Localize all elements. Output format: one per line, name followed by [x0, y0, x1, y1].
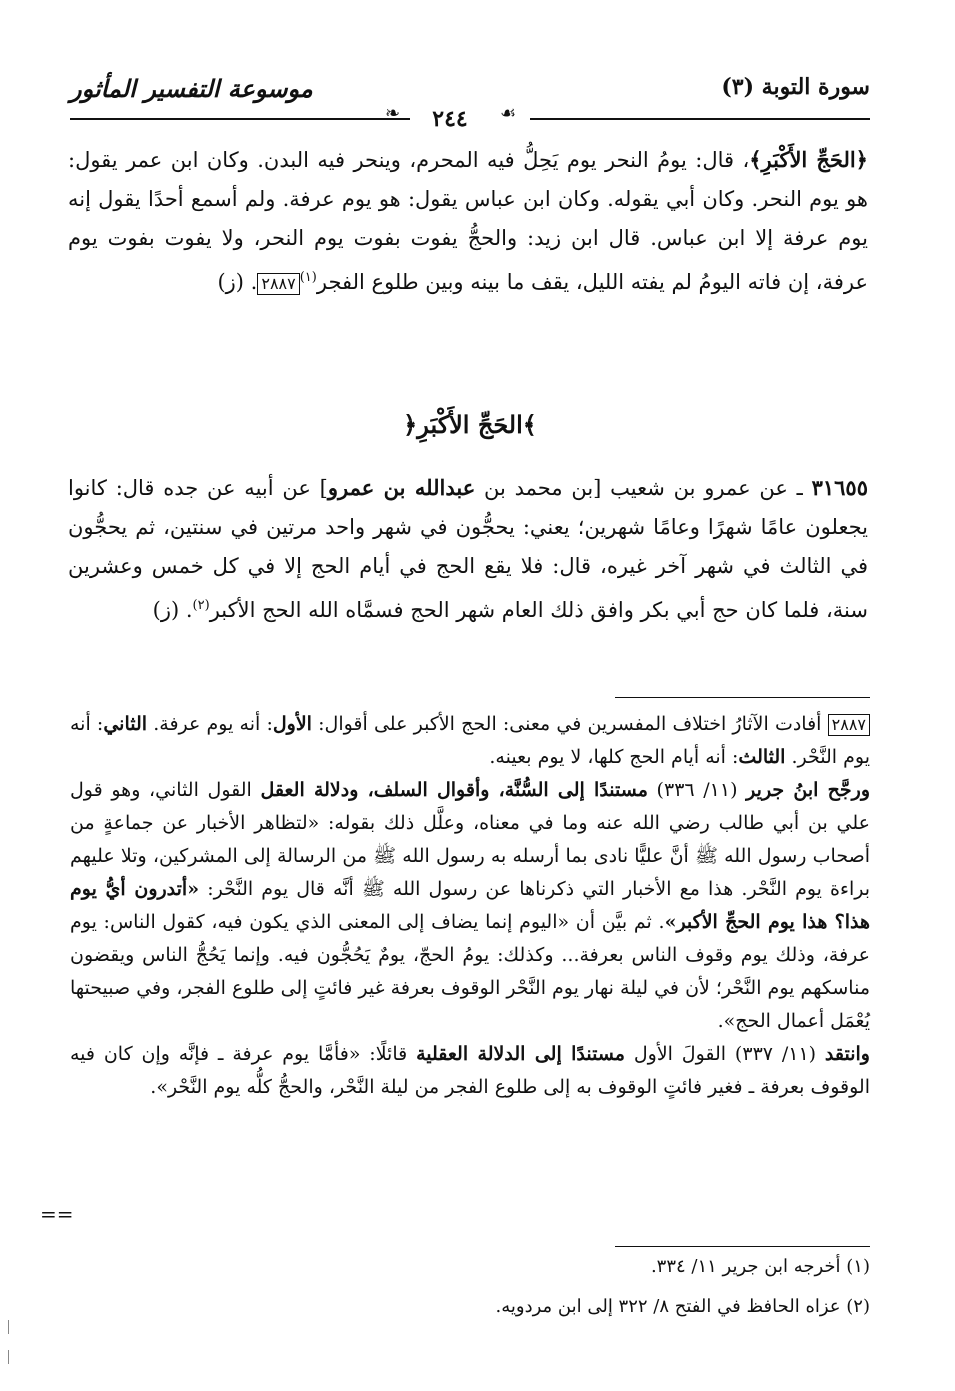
footnote-1: (١) أخرجه ابن جرير ١١/ ٣٣٤.	[650, 1256, 870, 1277]
book-title: موسوعة التفسير المأثور	[70, 74, 313, 103]
note-label: مستندًا إلى الدلالة العقلية	[416, 1043, 625, 1065]
note-text: : أنه يوم النَّحْر.	[70, 713, 870, 768]
note-text: (١١/ ٣٣٧) القولَ الأول	[625, 1043, 825, 1065]
hadith-number: ٣١٦٥٥	[811, 475, 868, 500]
hadith-end: . (ز)	[152, 598, 193, 622]
note-para-1	[70, 708, 870, 774]
note-ref-box: ٢٨٨٧	[257, 273, 299, 295]
ornament-icon: ❧	[385, 103, 401, 124]
note-box: ٢٨٨٧	[828, 714, 870, 736]
quran-quote: ﴿الحَجِّ الأَكْبَرِ﴾	[749, 147, 868, 172]
note-text: القول الثاني، وهو قول علي بن أبي طالب رضي الله عنه وما في معناه، وعلَّل ذلك بقوله: «لتظاهر الأخبار عن جماعةٍ من أصحاب رسول الله ﷺ أنَّ عليًّا نادى بما أرسله به رسول الله ﷺ من الرسالة إلى المشركين، وتلا عليهم براءة يوم النَّحْر. هذا مع الأخبار التي ذكرناها عن رسول الله ﷺ أنَّه قال يوم النَّحْر:	[70, 779, 870, 900]
surah-title: سورة التوبة (٣)	[721, 74, 870, 100]
note-text: : أنه أيام الحج كلها، لا يوم بعينه.	[489, 746, 739, 768]
note-label: مستندًا إلى السُّنَّة، وأقوال السلف، ودلالة العقل	[260, 779, 648, 801]
footnote-2: (٢) عزاه الحافظ في الفتح ٨/ ٣٢٢ إلى ابن مردويه.	[495, 1296, 870, 1317]
note-label: الثالث	[738, 746, 786, 768]
note-label: وانتقد	[824, 1043, 870, 1065]
note-label: الأول	[272, 713, 312, 735]
section-title: ﴿الحَجِّ الأَكْبَرِ﴾	[403, 410, 537, 439]
passage-text: ، قال: يومُ النحر يوم يَحِلُّ فيه المحرم، وينحر فيه البدن. وكان ابن عمر يقول: هو يوم النحر. وكان أبي يقوله. وكان ابن عباس يقول: هو يوم عرفة. ولم أسمع أحدًا يقول إنه يوم عرفة إلا ابن عباس. قال ابن زيد: والحجُّ يفوت بفوت يوم النحر، ولا يفوت بفوت يوم عرفة، إن فاته اليومُ لم يفته الليل، يقف ما بينه وبين طلوع الفجر	[68, 148, 868, 294]
hadith-entry	[68, 468, 868, 630]
commentary-note	[70, 708, 870, 1104]
running-header	[70, 70, 870, 106]
note-text: (١١/ ٣٣٦)	[647, 779, 747, 801]
footnote-ref: (١)	[299, 270, 317, 285]
note-text: قائلًا: «فأمَّا يوم عرفة ـ فإنَّه وإن كان فيه الوقوف بعرفة ـ فغير فائتٍ الوقوف به إلى طلوع الفجر من ليلة النَّحْر، والحجُّ كلُّه يوم النَّحْر».	[70, 1043, 870, 1098]
footnote-ref: (٢)	[192, 598, 210, 613]
note-label: الثاني	[103, 713, 148, 735]
hadith-name: عبدالله بن عمرو	[327, 475, 476, 500]
note-label: ورجَّح ابنُ جرير	[746, 779, 871, 801]
page-number: ٢٤٤	[410, 106, 490, 132]
hadith-text: ـ عن عمرو بن شعيب [بن محمد بن	[475, 476, 812, 500]
note-para-2	[70, 774, 870, 1038]
note-text: أفادت الآثارُ اختلاف المفسرين في معنى: الحج الأكبر على أقوال:	[311, 713, 828, 735]
scan-margin-mark	[8, 1320, 9, 1334]
header-rule-left	[70, 118, 410, 120]
header-rule-right	[530, 118, 870, 120]
note-divider	[615, 697, 870, 698]
continuation-mark: ==	[40, 1202, 74, 1226]
footnote-divider	[615, 1246, 870, 1247]
hadith-text: ] عن أبيه عن جده قال: كانوا يجعلون عامًا شهرًا وعامًا شهرين؛ يعني: يحجُّون في شهر واحد مرتين في سنتين، ثم يحجُّون في الثالث في شهر آخر غيره، قال: فلا يقع الحج في أيام الحج إلا في كل خمس وعشرين سنة، فلما كان حج أبي بكر وافق ذلك العام شهر الحج فسمَّاه الله الحج الأكبر	[68, 476, 868, 622]
note-para-3	[70, 1038, 870, 1104]
note-text: . ثم بيَّن أن «اليوم إنما يضاف إلى المعنى الذي يكون فيه، كقول الناس: يوم عرفة، وذلك يوم وقوف الناس بعرفة... وكذلك: يومُ الحجّ، يومٌ يَحُجُّون فيه. وإنما يَحُجُّ الناس ويقضون مناسكهم يوم النَّحْر؛ لأن في ليلة نهار يوم النَّحْر الوقوف بعرفة غير فائتٍ إلى طلوع الفجر، وفي صبيحتها يُعْمَل أعمال الحج».	[70, 911, 870, 1032]
note-quote: «أتدرون أيُّ يوم هذا؟ هذا يوم الحجِّ الأكبر»	[70, 878, 870, 933]
ornament-icon: ☙	[500, 103, 517, 124]
scan-margin-mark	[8, 1350, 9, 1364]
top-passage	[68, 140, 868, 302]
passage-end: . (ز)	[217, 270, 258, 294]
note-text: : أنه يوم عرفة.	[147, 713, 273, 735]
